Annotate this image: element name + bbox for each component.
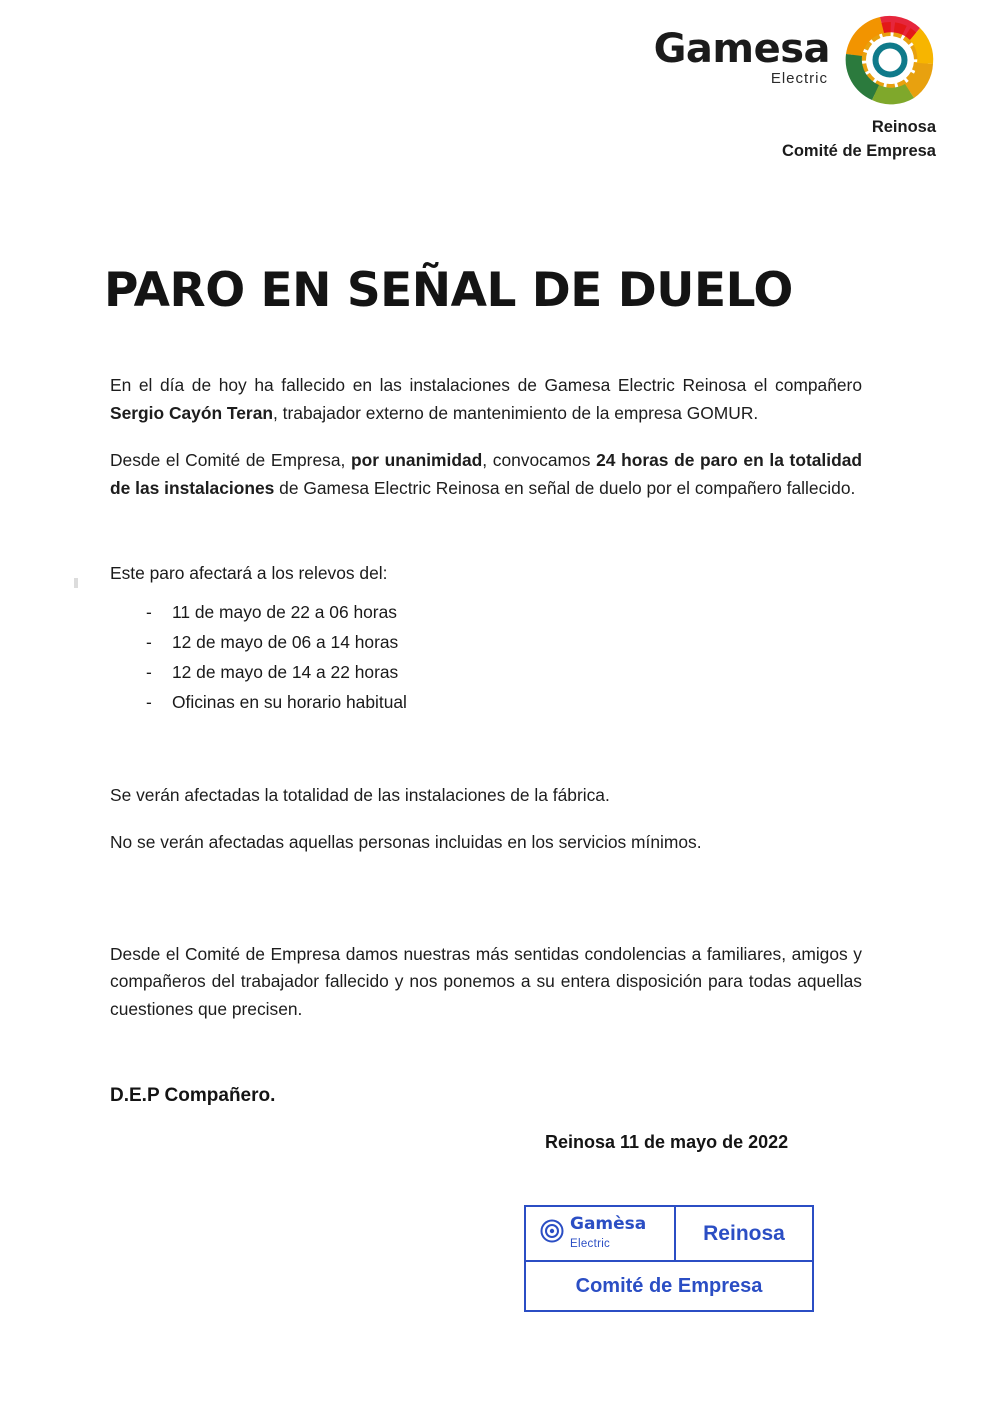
brand-name: Gamesa [653,26,830,72]
paragraph-servicios-minimos: No se verán afectadas aquellas personas incluidas en los servicios mínimos. [110,832,702,853]
spacer [110,915,862,941]
page-title: PARO EN SEÑAL DE DUELO [104,263,793,319]
stamp-ring-logo-icon [540,1219,564,1248]
paragraph-condolencias: Desde el Comité de Empresa damos nuestras más sentidas condolencias a familiares, amigos y compañeros del trabajador fallecido y nos ponemos a su entera disposición para todas aquellas cuestiones que precisen. [110,943,862,1019]
header-site: Reinosa [871,118,936,136]
paragraph-afectadas: Se verán afectadas la totalidad de las instalaciones de la fábrica. [110,784,610,805]
brand-text [654,14,830,87]
p2-text-1: Desde el Comité de Empresa, [110,450,351,470]
header-entity: Comité de Empresa [781,141,936,160]
header-org-lines [506,116,936,164]
p2-text-2: , convocamos [482,450,597,470]
p1-text-2: , trabajador externo de mantenimiento de la empresa GOMUR. [273,402,759,423]
scan-artifact [74,578,78,588]
p1-text-1: En el día de hoy ha fallecido en las instalaciones de Gamesa Electric Reinosa el compañero [110,375,862,395]
paragraph-convocatoria [110,447,862,502]
list-item: - 12 de mayo de 14 a 22 horas [138,658,862,688]
relevos-list [138,598,862,718]
stamp-brand-name: Gamèsa [570,1213,647,1234]
list-intro: Este paro afectará a los relevos del: [110,563,388,583]
stamp-logo-cell [526,1207,676,1260]
brand-row [506,14,936,106]
stamp-brand-sub: Electric [570,1237,611,1250]
dep-line: D.E.P Compañero. [110,1085,276,1106]
committee-stamp [524,1205,814,1312]
brand-subtitle: Electric [770,70,828,87]
spacer [110,718,862,756]
p2-bold-1: por unanimidad [351,450,483,470]
stamp-entity: Comité de Empresa [575,1274,763,1297]
spacer [110,522,862,560]
p1-name-bold: Sergio Cayón Teran [110,402,273,423]
date-line: Reinosa 11 de mayo de 2022 [545,1132,789,1152]
list-item: - Oficinas en su horario habitual [138,688,862,718]
document-body [110,372,862,1043]
paragraph-fallecimiento [110,372,862,427]
document-header [506,14,936,164]
spacer [110,877,862,915]
spacer [110,756,862,782]
stamp-brand-block [570,1213,647,1252]
list-item: - 12 de mayo de 06 a 14 horas [138,628,862,658]
p2-text-3: de Gamesa Electric Reinosa en señal de duelo por el compañero fallecido. [274,477,856,498]
p2-bold-2: 24 horas de paro en la totalidad de las instalaciones [110,450,862,498]
stamp-site: Reinosa [703,1221,785,1245]
list-item: - 11 de mayo de 22 a 06 horas [138,598,862,628]
gamesa-ring-logo-icon [844,14,936,106]
stamp-top-row [526,1207,812,1262]
